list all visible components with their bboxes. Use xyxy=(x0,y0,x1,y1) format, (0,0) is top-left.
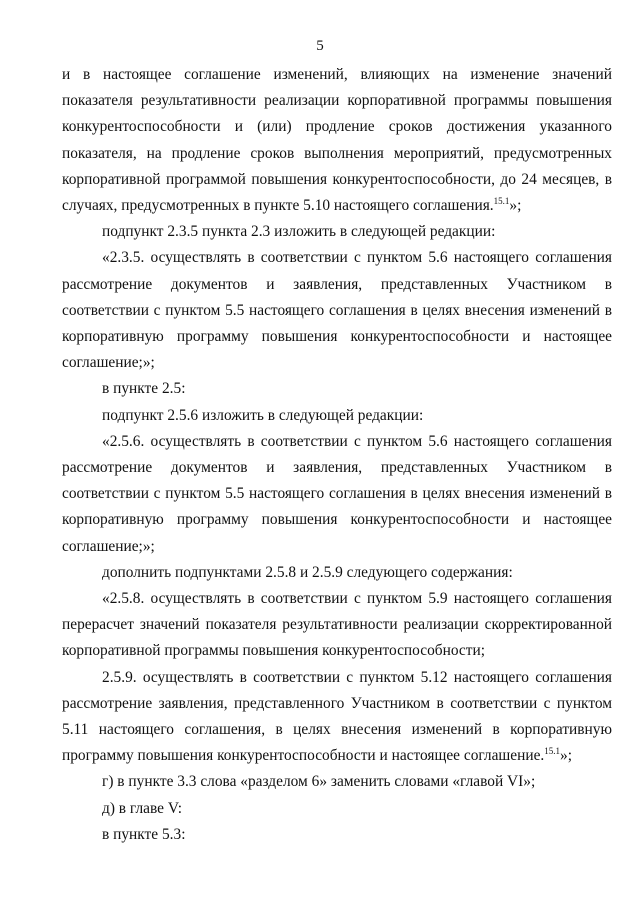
paragraph: «2.3.5. осуществлять в соответствии с пунктом 5.6 настоящего соглашения рассмотрение документов и заявления, представленных Участником в соответствии с пунктом 5.5 настоящего соглашения в целях внесения изменений в корпоративную программу повышения конкурентоспособности и настоящее соглашение;»; xyxy=(62,249,612,372)
paragraph: дополнить подпунктами 2.5.8 и 2.5.9 следующего содержания: xyxy=(102,563,513,581)
paragraph-text: и в настоящее соглашение изменений, влияющих на изменение значений показателя результативности реализации корпоративной программы повышения конкурентоспособности и (или) продление сроков достижения указанного показателя, на продление сроков выполнения мероприятий, предусмотренных корпоративной программой повышения конкурентоспособности, до 24 месяцев, в случаях, предусмотренных в пункте 5.10 настоящего соглашения. xyxy=(62,66,612,215)
footnote-ref: 15.1 xyxy=(493,196,510,207)
paragraph: в пункте 2.5: xyxy=(102,380,186,398)
paragraph: подпункт 2.3.5 пункта 2.3 изложить в следующей редакции: xyxy=(102,223,496,241)
paragraph: г) в пункте 3.3 слова «разделом 6» заменить словами «главой VI»; xyxy=(102,773,536,791)
paragraph xyxy=(62,62,612,219)
paragraph-text: 2.5.9. осуществлять в соответствии с пунктом 5.12 настоящего соглашения рассмотрение заявления, представленного Участником в соответствии с пунктом 5.11 настоящего соглашения, в целях внесения изменений в корпоративную программу повышения конкурентоспособности и настоящее соглашение. xyxy=(62,668,612,765)
paragraph xyxy=(62,665,612,770)
paragraph-tail: »; xyxy=(509,197,522,215)
paragraph: «2.5.8. осуществлять в соответствии с пунктом 5.9 настоящего соглашения перерасчет значений показателя результативности реализации скорректированной корпоративной программы повышения конкурентоспособности; xyxy=(62,590,612,660)
footnote-ref: 15.1 xyxy=(544,746,561,757)
paragraph: д) в главе V: xyxy=(102,799,183,817)
paragraph: подпункт 2.5.6 изложить в следующей редакции: xyxy=(102,406,424,424)
page-number: 5 xyxy=(316,38,324,54)
paragraph: «2.5.6. осуществлять в соответствии с пунктом 5.6 настоящего соглашения рассмотрение документов и заявления, представленных Участником в соответствии с пунктом 5.5 настоящего соглашения в целях внесения изменений в корпоративную программу повышения конкурентоспособности и настоящее соглашение;»; xyxy=(62,432,612,555)
paragraph: в пункте 5.3: xyxy=(102,825,186,843)
paragraph-tail: »; xyxy=(560,747,572,765)
document-body xyxy=(62,62,612,848)
